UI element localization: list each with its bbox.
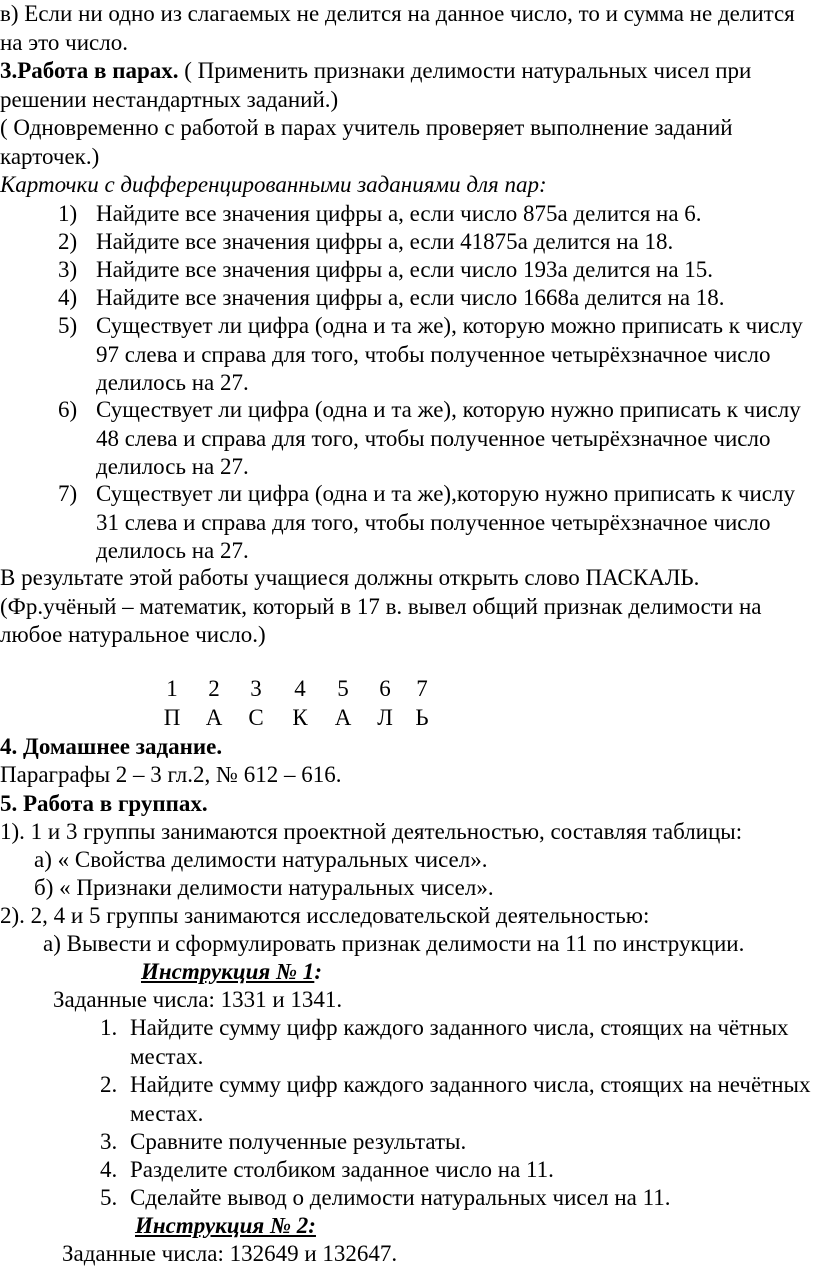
- list-item: [100, 1014, 816, 1071]
- list-item-text: Существует ли цифра (одна и та же), которую нужно приписать к числу 48 слева и справа для того, чтобы полученное четырёхзначное число делилось на 27.: [96, 397, 801, 479]
- key-letter: С: [248, 705, 264, 730]
- key-number: 1: [166, 676, 178, 701]
- key-number: 3: [250, 676, 262, 701]
- key-letter: П: [163, 705, 181, 730]
- key-letter: Ь: [415, 705, 429, 730]
- list-item: [58, 396, 816, 482]
- group2-item-a: а) Вывести и сформулировать признак делимости на 11 по инструкции.: [43, 931, 745, 956]
- list-item-text: Разделите столбиком заданное число на 11.: [130, 1157, 554, 1182]
- list-item-text: Найдите все значения цифры а, если число 875а делится на 6.: [96, 201, 702, 226]
- list-item: [58, 480, 816, 566]
- key-number: 4: [294, 676, 306, 701]
- list-item: [100, 1156, 816, 1185]
- instruction1-given: Заданные числа: 1331 и 1341.: [53, 987, 343, 1012]
- group1-text: 1). 1 и 3 группы занимаются проектной деятельностью, составляя таблицы:: [0, 819, 743, 844]
- list-item: [58, 256, 816, 285]
- key-letter: А: [205, 705, 223, 730]
- result-paragraph: В результате этой работы учащиеся должны открыть слово ПАСКАЛЬ. (Фр.учёный – математик, который в 17 в. вывел общий признак делимости на любое натуральное число.): [0, 565, 762, 647]
- list-item: [100, 1071, 816, 1128]
- section3-heading-note: ( Применить признаки делимости натуральных чисел при решении нестандартных заданий.): [0, 58, 752, 112]
- teacher-note-paragraph: [0, 114, 814, 171]
- section4-text: Параграфы 2 – 3 гл.2, № 612 – 616.: [0, 762, 342, 787]
- group2-text: 2). 2, 4 и 5 группы занимаются исследовательской деятельностью:: [0, 903, 650, 928]
- list-item-text: Найдите все значения цифры а, если число 193а делится на 15.: [96, 257, 714, 282]
- section3-paragraph: [0, 57, 814, 114]
- list-item: [58, 200, 816, 229]
- list-item-number: 2): [58, 229, 78, 254]
- key-number: 2: [208, 676, 220, 701]
- list-item-text: Найдите сумму цифр каждого заданного числа, стоящих на чётных местах.: [130, 1015, 789, 1069]
- intro-text: в) Если ни одно из слагаемых не делится на данное число, то и сумма не делится на это число.: [0, 1, 795, 55]
- section4-heading: 4. Домашнее задание.: [0, 734, 223, 759]
- list-item-text: Сделайте вывод о делимости натуральных чисел на 11.: [130, 1185, 671, 1210]
- key-number: 7: [416, 676, 428, 701]
- group1-item-b: б) « Признаки делимости натуральных чисел».: [34, 875, 494, 900]
- key-number: 6: [379, 676, 391, 701]
- list-item-text: Найдите сумму цифр каждого заданного числа, стоящих на нечётных местах.: [130, 1072, 811, 1126]
- instruction1-title: [141, 958, 322, 985]
- list-item-number: 1): [58, 201, 78, 226]
- section3-heading: 3.Работа в парах.: [0, 58, 179, 83]
- key-letter: Л: [377, 705, 393, 730]
- list-item-number: 4.: [100, 1157, 118, 1182]
- list-item-text: Существует ли цифра (одна и та же),которую нужно приписать к числу 31 слева и справа для того, чтобы полученное четырёхзначное число делилось на 27.: [96, 481, 795, 563]
- list-item-number: 3): [58, 257, 78, 282]
- list-item-number: 7): [58, 481, 78, 506]
- intro-paragraph: [0, 0, 814, 57]
- instruction1-title-colon: :: [314, 959, 322, 984]
- key-number: 5: [337, 676, 349, 701]
- list-item-number: 2.: [100, 1072, 118, 1097]
- list-item-number: 5): [58, 313, 78, 338]
- instruction2-title: Инструкция № 2:: [135, 1213, 316, 1238]
- list-item: [58, 312, 816, 398]
- list-item-number: 3.: [100, 1129, 118, 1154]
- list-item-text: Сравните полученные результаты.: [130, 1129, 467, 1154]
- cards-caption: Карточки с дифференцированными заданиями для пар:: [0, 172, 547, 197]
- instruction1-title-text: Инструкция № 1: [141, 959, 315, 984]
- list-item-text: Найдите все значения цифры а, если 41875а делится на 18.: [96, 229, 674, 254]
- instruction2-given: Заданные числа: 132649 и 132647.: [62, 1241, 398, 1266]
- key-letter: А: [334, 705, 352, 730]
- list-item-number: 5.: [100, 1185, 118, 1210]
- group1-item-a: а) « Свойства делимости натуральных чисел».: [34, 847, 488, 872]
- list-item: [58, 284, 816, 313]
- teacher-note: ( Одновременно с работой в парах учитель проверяет выполнение заданий карточек.): [0, 115, 733, 169]
- list-item: [58, 228, 816, 257]
- list-item: [100, 1184, 816, 1213]
- list-item-text: Найдите все значения цифры а, если число 1668а делится на 18.: [96, 285, 725, 310]
- list-item: [100, 1128, 816, 1157]
- list-item-number: 4): [58, 285, 78, 310]
- list-item-number: 1.: [100, 1015, 118, 1040]
- list-item-number: 6): [58, 397, 78, 422]
- section5-heading: 5. Работа в группах.: [0, 791, 208, 816]
- key-letter: К: [292, 705, 308, 730]
- list-item-text: Существует ли цифра (одна и та же), которую можно приписать к числу 97 слева и справа для того, чтобы полученное четырёхзначное число делилось на 27.: [96, 313, 803, 395]
